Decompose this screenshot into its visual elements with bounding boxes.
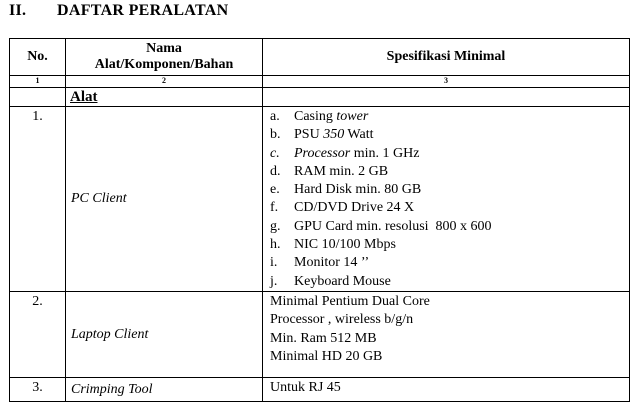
spec-item-text [294,126,374,144]
section-heading [9,2,228,20]
row-spec [263,378,630,402]
row-number: 3. [10,378,66,402]
spec-item-plain: GPU Card min. resolusi 800 x 600 [294,218,492,234]
spec-item-suffix: min. 1 GHz [350,145,420,161]
column-index-row [10,76,630,88]
section-row [10,88,630,107]
spec-item-plain: Hard Disk min. 80 GB [294,182,422,198]
section-label: Alat [66,88,263,107]
spec-item [270,199,629,217]
spec-item-letter: a. [270,109,280,124]
spec-line: Processor , wireless b/g/n [270,312,414,328]
spec-item-letter: h. [270,237,281,253]
spec-line: Untuk RJ 45 [270,380,341,395]
spec-item-letter: c. [270,145,280,161]
spec-item [270,145,629,163]
spec-item-letter: d. [270,163,281,179]
spec-item-letter: e. [270,182,280,198]
spec-item [270,236,629,254]
spec-item-text [294,145,419,163]
spec-item [270,273,629,291]
spec-line: Minimal HD 20 GB [270,348,383,364]
row-name: PC Client [66,107,263,292]
section-empty-cell [263,88,630,107]
spec-line: Min. Ram 512 MB [270,330,377,346]
spec-item-suffix: Watt [344,127,374,143]
spec-item-letter: g. [270,218,281,234]
spec-item-text [294,163,388,181]
spec-item-plain: Keyboard Mouse [294,273,391,289]
spec-item-italic: 350 [323,127,345,143]
section-number: II. [9,2,27,19]
column-index-1: 1 [10,76,66,88]
row-number: 2. [10,292,66,378]
section-empty-cell [10,88,66,107]
spec-item-plain: RAM min. 2 GB [294,163,389,179]
spec-item-text [294,181,421,199]
spec-item [270,108,629,126]
spec-item-text [294,273,391,291]
table-row [10,378,630,402]
spec-item-text [294,236,396,254]
spec-item [270,126,629,144]
row-name: Crimping Tool [66,378,263,402]
header-name-line1: Nama [146,41,182,56]
row-spec [263,107,630,292]
table-header-row [10,39,630,76]
spec-item-text [294,254,369,272]
spec-item [270,218,629,236]
spec-item [270,254,629,272]
spec-item [270,163,629,181]
spec-line: Minimal Pentium Dual Core [270,294,430,309]
spec-item-text [294,108,368,126]
spec-item-plain: Monitor 14 ’’ [294,255,370,271]
equipment-table [9,38,630,402]
spec-item-plain: NIC 10/100 Mbps [294,237,396,253]
section-title: DAFTAR PERALATAN [57,2,229,19]
spec-item-italic: Processor [294,145,351,161]
spec-item-letter: f. [270,200,279,216]
header-name [66,39,263,76]
spec-item-italic: tower [336,109,369,124]
header-name-line2: Alat/Komponen/Bahan [94,57,234,72]
spec-item-plain: CD/DVD Drive 24 X [294,200,415,216]
header-no: No. [10,39,66,76]
row-number: 1. [10,107,66,292]
spec-item-letter: i. [270,255,278,271]
column-index-2: 2 [66,76,263,88]
spec-item [270,181,629,199]
spec-item-text [294,218,492,236]
spec-item-letter: b. [270,127,281,143]
header-spec: Spesifikasi Minimal [263,39,630,76]
table-row [10,107,630,292]
column-index-3: 3 [263,76,630,88]
table-row [10,292,630,378]
spec-item-letter: j. [270,273,278,289]
spec-list [270,108,629,291]
spec-item-text [294,199,414,217]
row-spec [263,292,630,378]
row-name: Laptop Client [66,292,263,378]
spec-item-plain: Casing [294,109,337,124]
spec-item-plain: PSU [294,127,324,143]
